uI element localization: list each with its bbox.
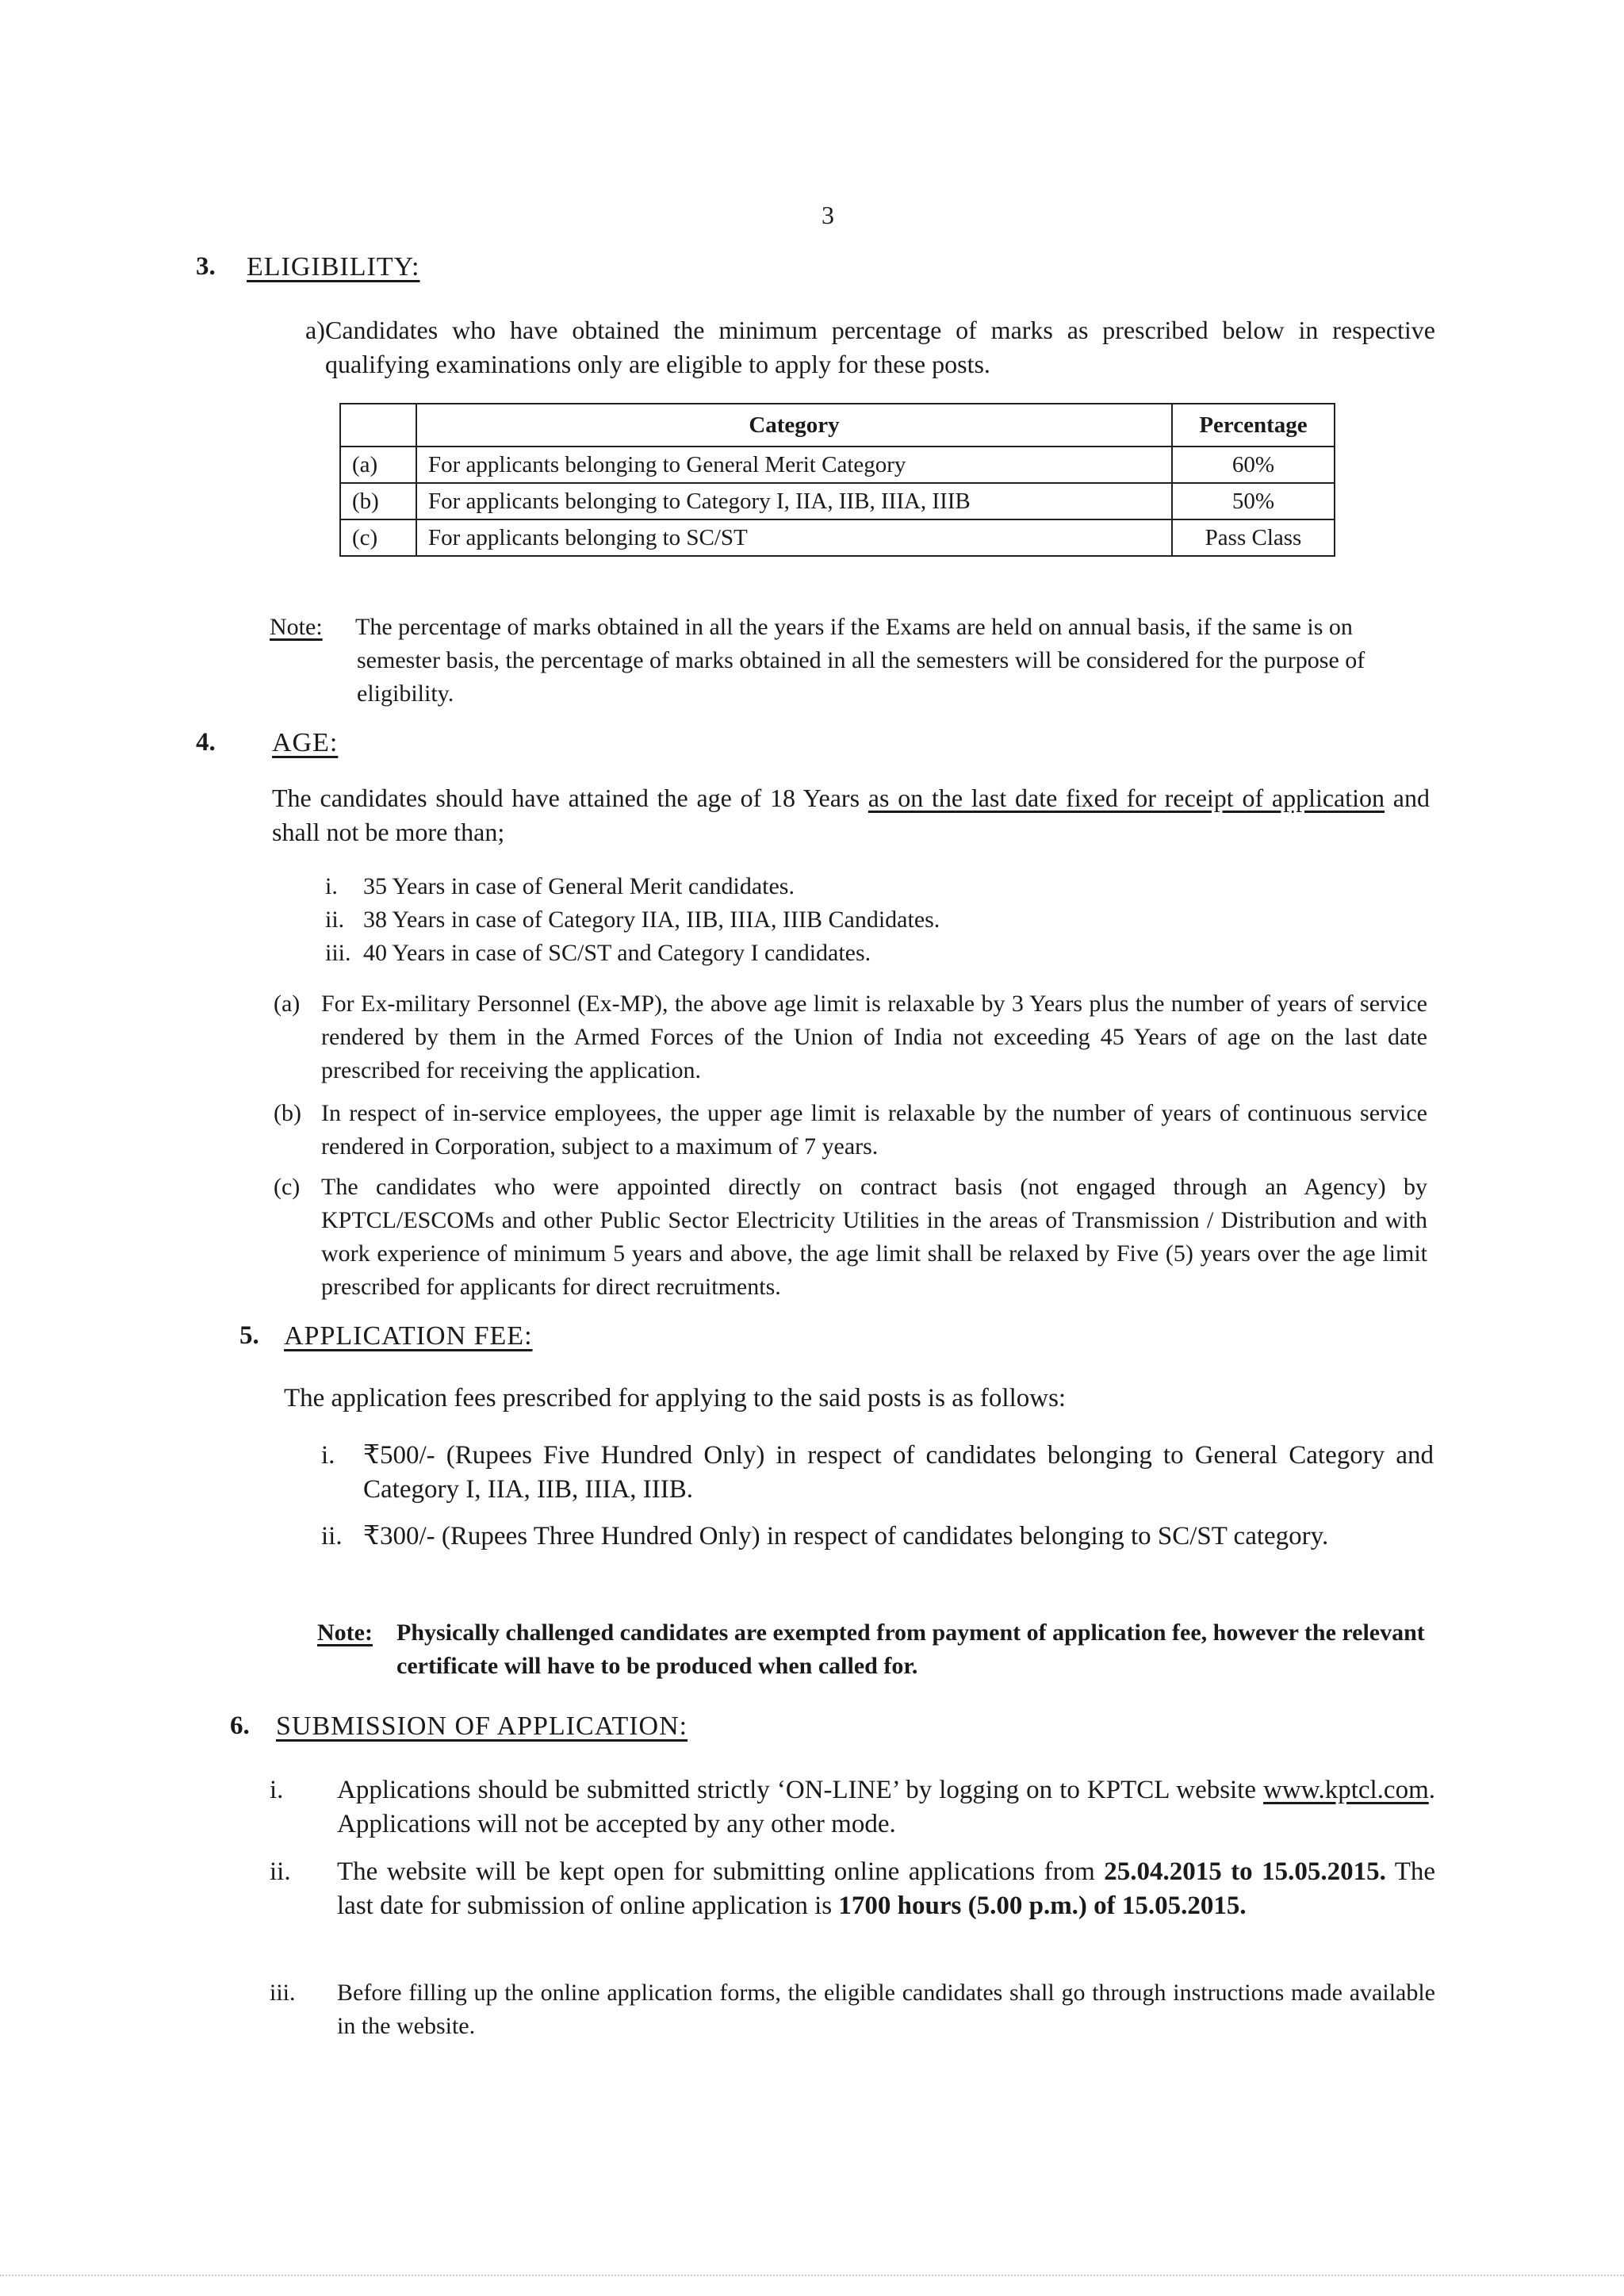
table-cell-percentage: Pass Class: [1172, 519, 1335, 556]
age-relaxation-text: The candidates who were appointed directly on contract basis (not engaged through an Agency) by KPTCL/ESCOMs and other Public Sector Electricity Utilities in the areas of Transmission / Distribution and with work experience of minimum 5 years and above, the age limit shall be relaxed by Five (5) years over the age limit prescribed for applicants for direct recruitments.: [321, 1174, 1427, 1300]
age-intro-text: The candidates should have attained the age of 18 Years: [272, 784, 868, 812]
submission-open-dates: 25.04.2015 to 15.05.2015.: [1104, 1857, 1386, 1886]
fee-item-num: ii.: [321, 1522, 343, 1550]
section-5-title: APPLICATION FEE:: [284, 1321, 533, 1351]
fee-item-text: ₹500/- (Rupees Five Hundred Only) in respect of candidates belonging to General Category and Category I, IIA, IIB, IIIA, IIIB.: [363, 1441, 1434, 1504]
submission-item-2-text: The website will be kept open for submitting online applications from: [337, 1857, 1105, 1886]
table-cell-index: (a): [340, 447, 416, 483]
page-number: 3: [822, 201, 834, 229]
age-relaxation-label: (b): [274, 1100, 301, 1126]
table-cell-percentage: 60%: [1172, 447, 1335, 483]
table-row: [340, 519, 1335, 556]
submission-item-num: i.: [270, 1776, 284, 1804]
submission-item-num: iii.: [270, 1980, 296, 2006]
table-cell-percentage: 50%: [1172, 483, 1335, 519]
section-6-title: SUBMISSION OF APPLICATION:: [276, 1711, 688, 1741]
table-header-percentage: Percentage: [1172, 404, 1335, 447]
submission-item-1-text: Applications should be submitted strictly ‘ON-LINE’ by logging on to KPTCL website: [337, 1776, 1264, 1804]
eligibility-note-label: Note:: [270, 614, 323, 640]
fee-note-label: Note:: [317, 1619, 373, 1646]
section-6-number: 6.: [230, 1711, 250, 1740]
fee-intro: The application fees prescribed for applying to the said posts is as follows:: [284, 1384, 1067, 1412]
table-header-category: Category: [416, 404, 1172, 447]
age-limit-num: i.: [325, 873, 338, 899]
eligibility-note-body: The percentage of marks obtained in all the years if the Exams are held on annual basis, if the same is on semester basis, the percentage of marks obtained in all the semesters will be considered for the purpose of eligibility.: [355, 614, 1365, 707]
submission-item-3: Before filling up the online application forms, the eligible candidates shall go through instructions made available in the website.: [337, 1980, 1435, 2039]
kptcl-website-link[interactable]: www.kptcl.com: [1263, 1776, 1429, 1804]
submission-item-1-tail: . Applications will not be accepted by any other mode.: [337, 1776, 1435, 1838]
age-limit-num: iii.: [325, 940, 351, 966]
age-relaxation-label: (a): [274, 991, 301, 1017]
age-intro-tail: and shall not be more than;: [272, 784, 1431, 846]
age-intro-underlined: as on the last date fixed for receipt of application: [868, 784, 1385, 812]
table-cell-category: For applicants belonging to Category I, IIA, IIB, IIIA, IIIB: [416, 483, 1172, 519]
age-limit-num: ii.: [325, 907, 345, 933]
submission-item-1: [337, 1773, 1435, 1842]
eligibility-note-text: [357, 611, 1419, 711]
age-relaxation-text: In respect of in-service employees, the upper age limit is relaxable by the number of years of continuous service rendered in Corporation, subject to a maximum of 7 years.: [321, 1100, 1427, 1159]
page-bottom-edge: [0, 2275, 1624, 2276]
age-relaxation-text: For Ex-military Personnel (Ex-MP), the above age limit is relaxable by 3 Years plus the number of years of service rendered by them in the Armed Forces of the Union of India not exceeding 45 Years of age on the last date prescribed for receiving the application.: [321, 991, 1427, 1083]
age-intro: [272, 781, 1430, 849]
age-relaxation-label: (c): [274, 1174, 301, 1200]
table-header-index: [340, 404, 416, 447]
section-4-number: 4.: [196, 728, 216, 757]
section-3-title: ELIGIBILITY:: [247, 252, 420, 282]
submission-item-2: [337, 1855, 1435, 1923]
fee-item-text: ₹300/- (Rupees Three Hundred Only) in respect of candidates belonging to SC/ST category.: [363, 1522, 1329, 1550]
age-limit-text: 35 Years in case of General Merit candidates.: [363, 873, 795, 899]
age-limit-text: 40 Years in case of SC/ST and Category I candidates.: [363, 940, 871, 966]
fee-item-num: i.: [321, 1441, 335, 1470]
table-row: [340, 483, 1335, 519]
eligibility-a-text: Candidates who have obtained the minimum percentage of marks as prescribed below in respective qualifying examinations only are eligible to apply for these posts.: [325, 316, 1435, 378]
table-cell-category: For applicants belonging to General Merit Category: [416, 447, 1172, 483]
eligibility-table: [339, 403, 1335, 557]
section-4-title: AGE:: [272, 728, 339, 757]
eligibility-a-label: a): [305, 316, 325, 344]
age-limit-text: 38 Years in case of Category IIA, IIB, IIIA, IIIB Candidates.: [363, 907, 940, 933]
submission-item-2-mid: The last date for submission of online application is: [337, 1857, 1435, 1920]
section-5-number: 5.: [239, 1321, 259, 1350]
table-cell-index: (c): [340, 519, 416, 556]
table-header-row: [340, 404, 1335, 447]
table-cell-category: For applicants belonging to SC/ST: [416, 519, 1172, 556]
table-row: [340, 447, 1335, 483]
fee-note-text: Physically challenged candidates are exempted from payment of application fee, however the relevant certificate will have to be produced when called for.: [396, 1619, 1425, 1679]
section-3-number: 3.: [196, 252, 216, 281]
table-cell-index: (b): [340, 483, 416, 519]
submission-item-num: ii.: [270, 1857, 291, 1886]
submission-deadline: 1700 hours (5.00 p.m.) of 15.05.2015.: [838, 1892, 1247, 1920]
